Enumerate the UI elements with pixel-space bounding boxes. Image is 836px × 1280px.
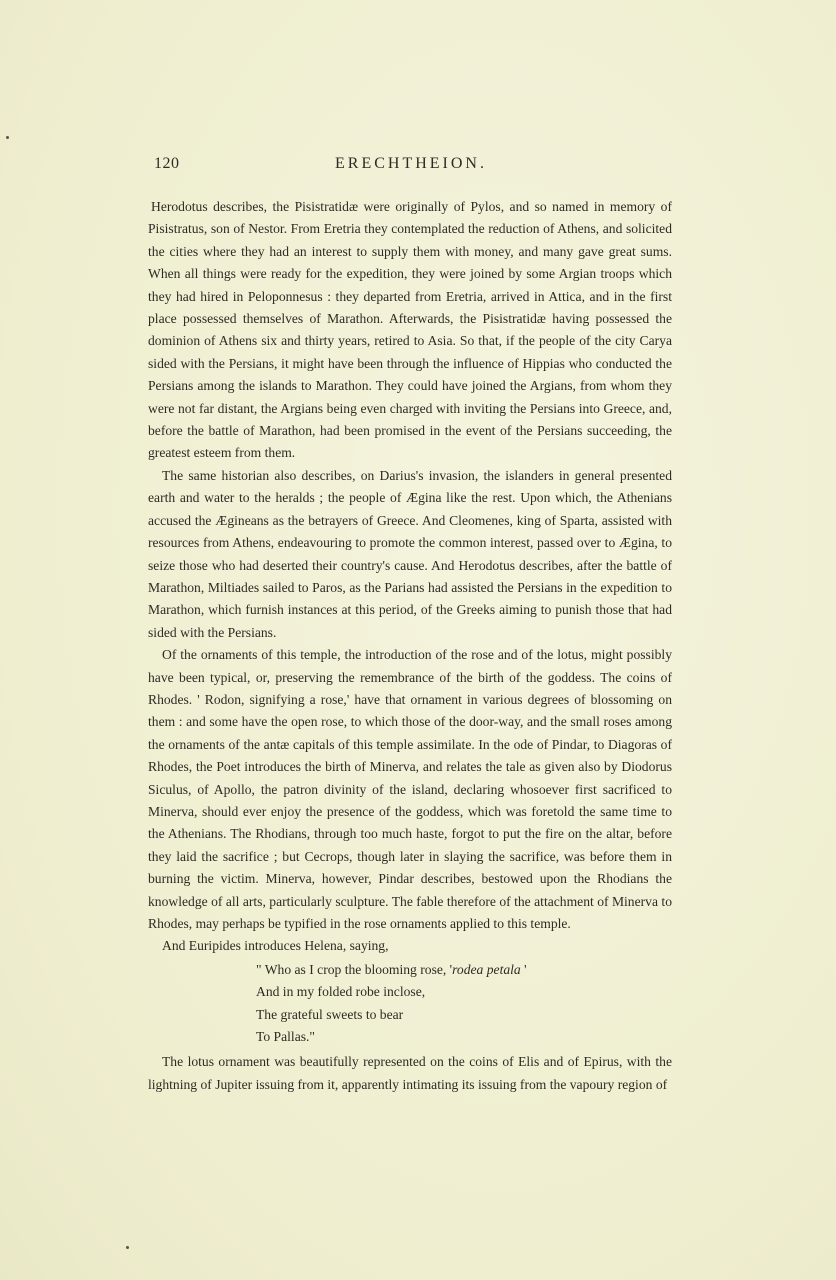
paragraph-lotus-ornament: The lotus ornament was beautifully represented on the coins of Elis and of Epirus, with the lightning of Jupiter issuing from it, apparently intimating its issuing from the vapoury region of: [148, 1054, 672, 1092]
paragraph-rose-lotus-ornaments: Of the ornaments of this temple, the introduction of the rose and of the lotus, might possibly have been typical, or, preserving the remembrance of the birth of the goddess. The coins of Rhodes. ' Rodon, signifying a rose,' have that ornament in various degrees of blossoming on them : and some have the open rose, to which those of the door-way, and the small roses among the ornaments of the antæ capitals of this temple assimilate. In the ode of Pindar, to Diagoras of Rhodes, the Poet introduces the birth of Minerva, and relates the tale as given also by Diodorus Siculus, of Apollo, the patron divinity of the island, declaring whosoever first sacrificed to Minerva, should ever enjoy the presence of the goddess, which was foretold the same time to the Athenians. The Rhodians, through too much haste, forgot to put the fire on the altar, before they laid the sacrifice ; but Cecrops, though later in slaying the sacrifice, was before them in burning the victim. Minerva, however, Pindar describes, bestowed upon the Rhodians the knowledge of all arts, particularly sculpture. The fable therefore of the attachment of Minerva to Rhodes, may perhaps be typified in the rose ornaments applied to this temple.: [148, 647, 672, 931]
paragraph-pisistratidae: Herodotus describes, the Pisistratidæ were originally of Pylos, and so named in memory of Pisistratus, son of Nestor. From Eretria they contemplated the reduction of Athens, and solicited the cities where they had an interest to supply them with money, and many gave great sums. When all things were ready for the expedition, they were joined by some Argian troops which they had hired in Peloponnesus : they departed from Eretria, arrived in Attica, and in the first place possessed themselves of Marathon. Afterwards, the Pisistratidæ having possessed the dominion of Athens six and thirty years, retired to Asia. So that, if the people of the city Carya sided with the Persians, it might have been through the influence of Hippias who conducted the Persians among the islands to Marathon. They could have joined the Argians, from whom they were not far distant, the Argians being even charged with inviting the Persians into Greece, and, before the battle of Marathon, had been promised in the event of the Persians succeeding, the greatest esteem from them.: [148, 199, 672, 461]
body-text: [148, 196, 672, 1096]
page-speck: [126, 1246, 129, 1249]
page-number: 120: [154, 155, 180, 172]
page-header: [154, 155, 668, 181]
verse-quotation: [256, 959, 672, 1049]
verse-line-3: The grateful sweets to bear: [256, 1006, 404, 1022]
running-title: ERECHTHEION.: [335, 155, 487, 172]
verse-line-4: To Pallas.": [256, 1029, 315, 1045]
verse-italic-phrase: rodea petala: [452, 961, 521, 977]
page-speck: [6, 136, 9, 139]
verse-line-1: " Who as I crop the blooming rose, 'rodea petala ': [256, 961, 527, 977]
paragraph-darius-invasion: The same historian also describes, on Darius's invasion, the islanders in general presented earth and water to the heralds ; the people of Ægina like the rest. Upon which, the Athenians accused the Ægineans as the betrayers of Greece. And Cleomenes, king of Sparta, assisted with resources from Athens, endeavouring to promote the common interest, passed over to Ægina, to seize those who had deserted their country's cause. And Herodotus describes, after the battle of Marathon, Miltiades sailed to Paros, as the Parians had assisted the Persians in the expedition to Marathon, which furnish instances at this period, of the Greeks aiming to punish those that had sided with the Persians.: [148, 467, 672, 640]
verse-line-2: And in my folded robe inclose,: [256, 984, 426, 1000]
paragraph-euripides-intro: And Euripides introduces Helena, saying,: [162, 938, 389, 954]
